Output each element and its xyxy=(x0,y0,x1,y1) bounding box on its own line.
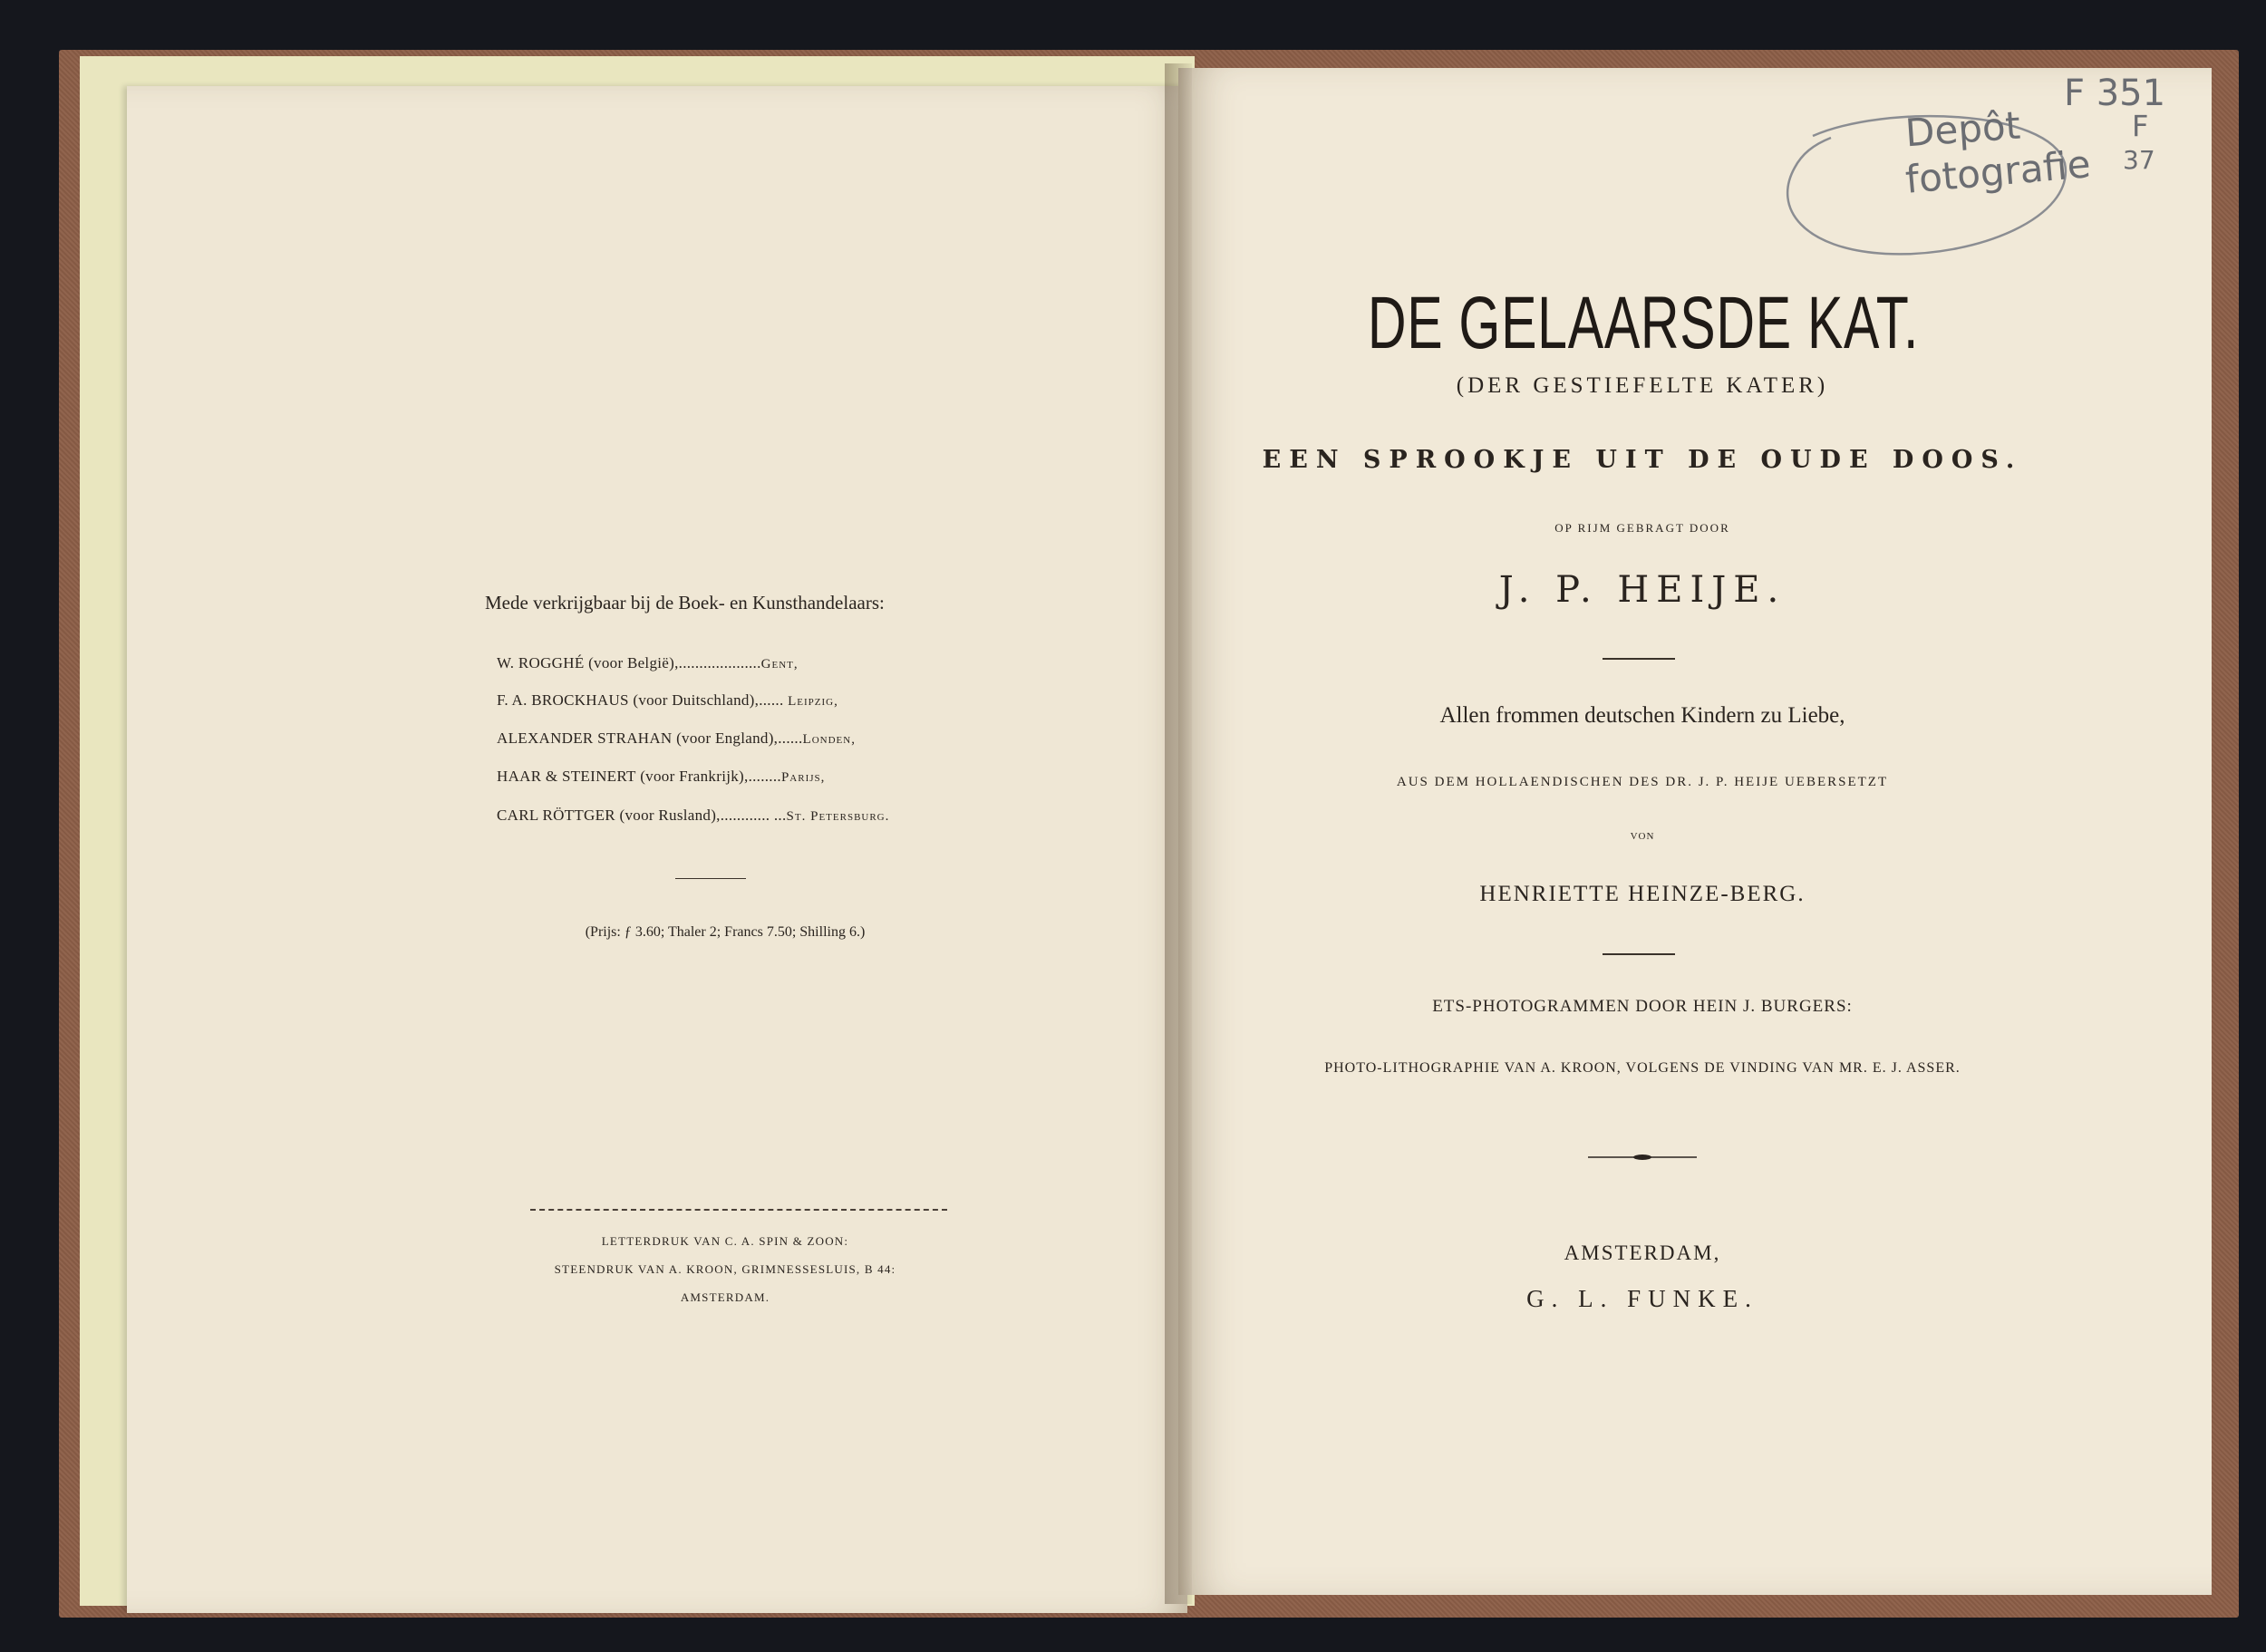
seller-note: (voor Frankrijk), xyxy=(640,768,749,785)
pencil-call-number: 37 xyxy=(2123,145,2155,175)
seller-city: Gent, xyxy=(760,657,799,671)
seller-row xyxy=(497,654,799,672)
seller-city: St. Petersburg. xyxy=(786,809,890,824)
book-title: DE GELAARSDE KAT. xyxy=(1367,282,1920,364)
byline-intro: OP RIJM GEBRAGT DOOR xyxy=(1554,521,1730,535)
seller-row xyxy=(497,768,825,786)
seller-city: Londen, xyxy=(802,732,856,747)
pencil-note-fotografie: fotografie xyxy=(1903,141,2093,202)
seller-row xyxy=(497,807,889,825)
divider-rule xyxy=(675,878,746,879)
divider-rule xyxy=(1603,953,1675,955)
photolitho-credit: PHOTO-LITHOGRAPHIE VAN A. KROON, VOLGENS DE VINDING VAN MR. E. J. ASSER. xyxy=(1324,1060,1961,1076)
seller-dots: ...... xyxy=(778,729,803,747)
left-page xyxy=(127,86,1187,1613)
seller-name: CARL RÖTTGER xyxy=(497,807,615,824)
seller-dots: .................... xyxy=(678,654,761,671)
seller-note: (voor België), xyxy=(588,654,679,671)
imprint-line: STEENDRUK VAN A. KROON, GRIMNESSESLUIS, B 44: xyxy=(554,1262,896,1276)
translation-note: AUS DEM HOLLAENDISCHEN DES DR. J. P. HEIJE UEBERSETZT xyxy=(1396,775,1889,789)
seller-dots: ............ ... xyxy=(720,807,787,824)
von-line: VON xyxy=(1630,831,1655,842)
price-line: (Prijs: ƒ 3.60; Thaler 2; Francs 7.50; Shilling 6.) xyxy=(585,924,866,940)
seller-name: F. A. BROCKHAUS xyxy=(497,691,629,709)
ornament-rule xyxy=(1588,1154,1697,1161)
seller-dots: ...... xyxy=(759,691,784,709)
book-subtitle: (DER GESTIEFELTE KATER) xyxy=(1456,373,1829,398)
seller-city: Leipzig, xyxy=(788,694,838,709)
seller-name: HAAR & STEINERT xyxy=(497,768,636,785)
gutter-shadow xyxy=(1165,63,1192,1604)
tagline: EEN SPROOKJE UIT DE OUDE DOOS. xyxy=(1262,446,2023,474)
seller-row xyxy=(497,691,838,710)
seller-city: Parijs, xyxy=(780,770,826,785)
etchings-credit: ETS-PHOTOGRAMMEN DOOR HEIN J. BURGERS: xyxy=(1432,997,1853,1016)
pencil-note-depot: Depôt xyxy=(1903,102,2022,156)
seller-row xyxy=(497,729,856,748)
translator-name: HENRIETTE HEINZE-BERG. xyxy=(1479,882,1806,906)
dedication: Allen frommen deutschen Kindern zu Liebe, xyxy=(1439,703,1845,728)
pencil-call-number: F xyxy=(2132,109,2149,143)
dashed-divider xyxy=(530,1209,947,1211)
sellers-heading: Mede verkrijgbaar bij de Boek- en Kunsthandelaars: xyxy=(485,592,885,613)
seller-note: (voor Rusland), xyxy=(619,807,721,824)
seller-dots: ........ xyxy=(748,768,781,785)
publication-place: AMSTERDAM, xyxy=(1564,1241,1721,1264)
imprint-line: LETTERDRUK VAN C. A. SPIN & ZOON: xyxy=(601,1234,849,1248)
seller-note: (voor England), xyxy=(676,729,779,747)
pencil-call-number: F 351 xyxy=(2064,72,2166,114)
publisher-name: G. L. FUNKE. xyxy=(1526,1285,1758,1312)
seller-note: (voor Duitschland), xyxy=(633,691,760,709)
seller-name: ALEXANDER STRAHAN xyxy=(497,729,673,747)
seller-name: W. ROGGHÉ xyxy=(497,654,585,671)
imprint-line: AMSTERDAM. xyxy=(680,1290,770,1304)
author-name: J. P. HEIJE. xyxy=(1498,569,1787,611)
divider-rule xyxy=(1603,658,1675,660)
